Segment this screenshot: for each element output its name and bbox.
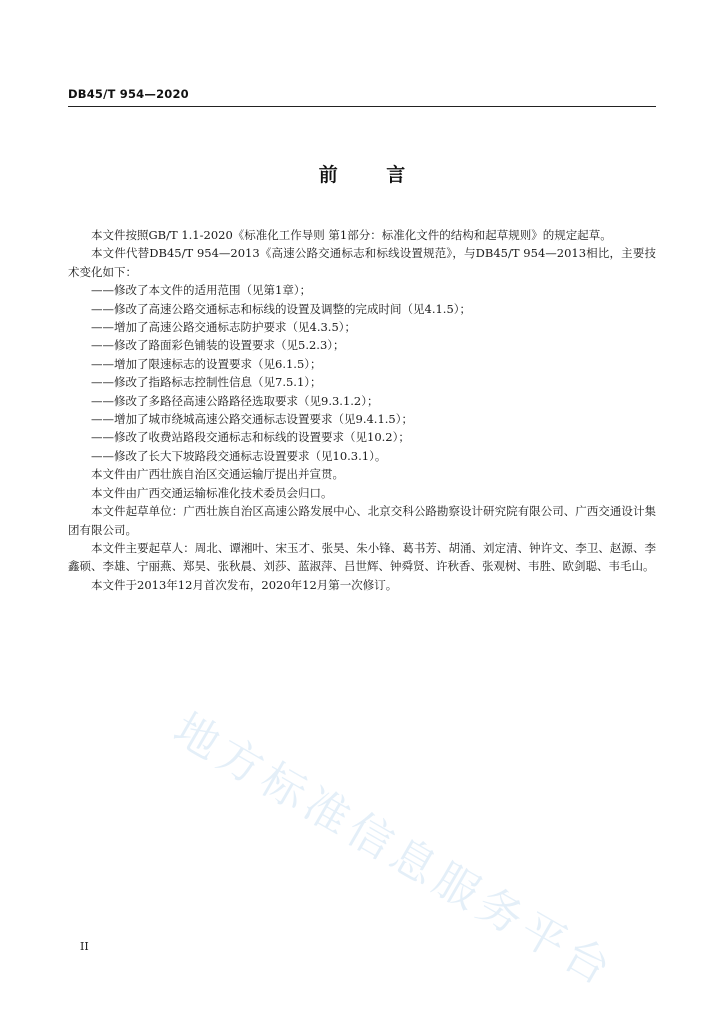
change-item: ——增加了限速标志的设置要求（见6.1.5）；	[91, 356, 322, 371]
paragraph-drafting-units: 本文件起草单位：广西壮族自治区高速公路发展中心、北京交科公路勘察设计研究院有限公司、广西交通设计集团有限公司。	[68, 504, 656, 537]
page-title: 前 言	[318, 164, 406, 186]
paragraph-committee: 本文件由广西交通运输标准化技术委员会归口。	[91, 485, 333, 500]
standard-code: DB45/T 954—2020	[68, 87, 189, 101]
paragraph-proposer: 本文件由广西壮族自治区交通运输厅提出并宣贯。	[91, 467, 344, 482]
watermark: 地方标准信息服务平台	[165, 703, 624, 998]
change-item: ——修改了收费站路段交通标志和标线的设置要求（见10.2）；	[91, 430, 410, 445]
header-rule	[68, 106, 656, 107]
paragraph-drafting-rule: 本文件按照GB/T 1.1-2020《标准化工作导则 第1部分：标准化文件的结构和起草规则》的规定起草。	[91, 228, 612, 242]
change-item: ——修改了本文件的适用范围（见第1章）；	[91, 283, 312, 298]
change-item: ——修改了长大下坡路段交通标志设置要求（见10.3.1）。	[91, 448, 387, 463]
change-item: ——修改了路面彩色铺装的设置要求（见5.2.3）；	[91, 338, 345, 353]
page-number: II	[80, 940, 89, 953]
change-item: ——增加了高速公路交通标志防护要求（见4.3.5）；	[91, 320, 357, 335]
change-item: ——增加了城市绕城高速公路交通标志设置要求（见9.4.1.5）；	[91, 412, 413, 427]
paragraph-drafters: 本文件主要起草人：周北、谭湘叶、宋玉才、张昊、朱小锋、葛书芳、胡涌、刘定清、钟许文、李卫、赵源、李鑫硕、李雄、宁丽燕、郑昊、张秋晨、刘莎、蓝淑萍、吕世辉、钟舜贤、许秋香、张观树、韦胜、欧剑聪、韦毛山。	[68, 540, 656, 574]
paragraph-history: 本文件于2013年12月首次发布，2020年12月第一次修订。	[91, 577, 398, 592]
paragraph-replacement: 本文件代替DB45/T 954—2013《高速公路交通标志和标线设置规范》，与DB45/T 954—2013相比，主要技术变化如下：	[68, 246, 656, 279]
change-item: ——修改了多路径高速公路路径选取要求（见9.3.1.2）；	[91, 393, 379, 408]
change-item: ——修改了指路标志控制性信息（见7.5.1）；	[91, 375, 322, 390]
change-item: ——修改了高速公路交通标志和标线的设置及调整的完成时间（见4.1.5）；	[91, 301, 472, 316]
foreword-body	[68, 226, 656, 594]
